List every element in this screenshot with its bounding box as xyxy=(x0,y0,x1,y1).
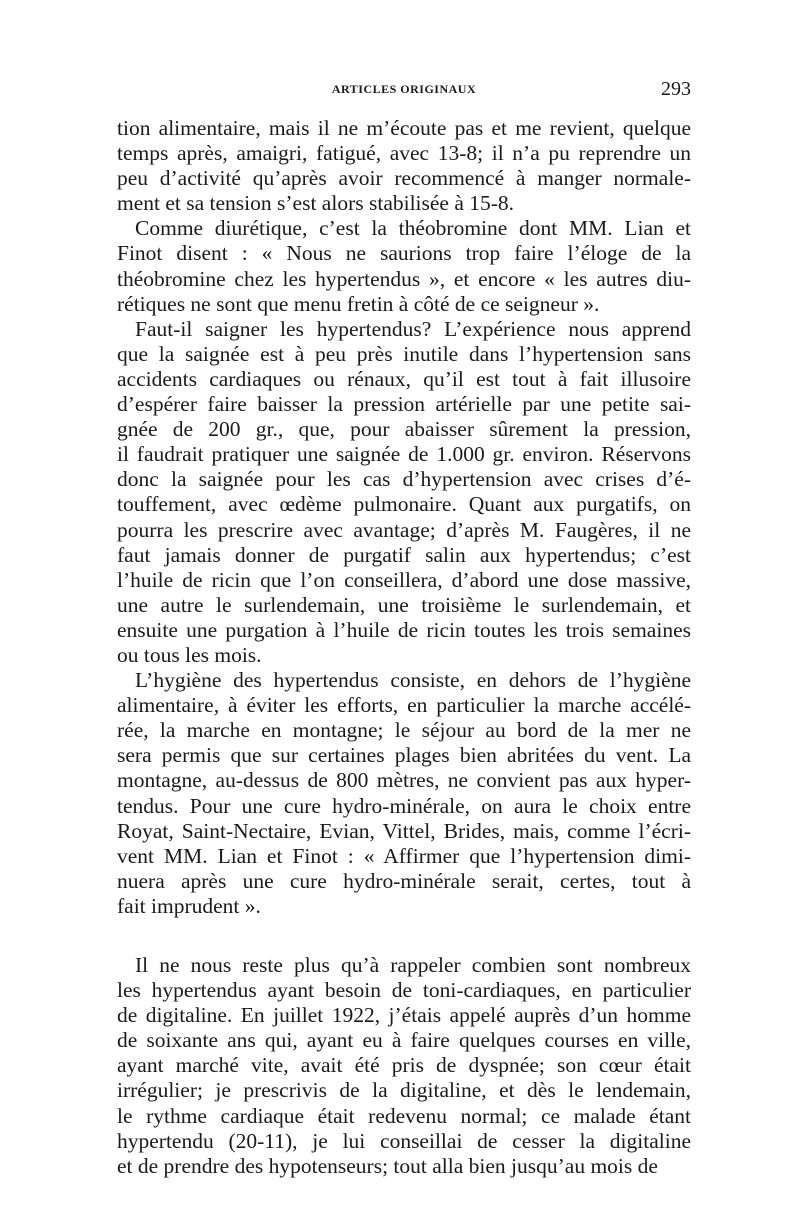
text-line: rétiques ne sont que menu fretin à côté de ce seigneur ». xyxy=(117,291,600,316)
text-line: tendus. Pour une cure hydro-minérale, on aura le choix entre xyxy=(117,793,691,818)
text-line: de digitaline. En juillet 1922, j’étais appelé auprès d’un homme xyxy=(117,1003,691,1028)
text-line: L’hygiène des hypertendus consiste, en dehors de l’hygiène xyxy=(135,668,691,693)
running-head xyxy=(117,78,691,100)
page-number: 293 xyxy=(661,78,691,100)
text-line: donc la saignée pour les cas d’hypertension avec crises d’é- xyxy=(117,467,691,492)
paragraph xyxy=(117,216,691,316)
text-line: nuera après une cure hydro-minérale serait, certes, tout à xyxy=(117,868,691,893)
text-line: temps après, amaigri, fatigué, avec 13-8; il n’a pu reprendre un xyxy=(117,141,691,166)
text-line: ensuite une purgation à l’huile de ricin toutes les trois semaines xyxy=(117,617,691,642)
text-line: Royat, Saint-Nectaire, Evian, Vittel, Brides, mais, comme l’écri- xyxy=(117,818,691,843)
paragraph xyxy=(117,116,691,216)
text-line: touffement, avec œdème pulmonaire. Quant aux purgatifs, on xyxy=(117,492,691,517)
text-line: ayant marché vite, avait été pris de dyspnée; son cœur était xyxy=(117,1053,691,1078)
text-line: Finot disent : « Nous ne saurions trop faire l’éloge de la xyxy=(117,241,691,266)
text-line: de soixante ans qui, ayant eu à faire quelques courses en ville, xyxy=(117,1028,691,1053)
text-line: sera permis que sur certaines plages bien abritées du vent. La xyxy=(117,743,691,768)
text-line: une autre le surlendemain, une troisième le surlendemain, et xyxy=(117,592,691,617)
text-line: les hypertendus ayant besoin de toni-cardiaques, en particulier xyxy=(117,978,691,1003)
text-line: peu d’activité qu’après avoir recommencé à manger normale- xyxy=(117,166,691,191)
text-line: le rythme cardiaque était redevenu normal; ce malade étant xyxy=(117,1103,691,1128)
section-gap xyxy=(117,919,691,953)
body-text xyxy=(117,116,691,1179)
text-line: gnée de 200 gr., que, pour abaisser sûrement la pression, xyxy=(117,417,691,442)
text-line: hypertendu (20-11), je lui conseillai de cesser la digitaline xyxy=(117,1128,691,1153)
text-line: l’huile de ricin que l’on conseillera, d’abord une dose massive, xyxy=(117,567,691,592)
text-line: vent MM. Lian et Finot : « Affirmer que l’hypertension dimi- xyxy=(117,843,691,868)
text-line: fait imprudent ». xyxy=(117,893,261,918)
text-line: alimentaire, à éviter les efforts, en particulier la marche accélé- xyxy=(117,693,691,718)
text-line: il faudrait pratiquer une saignée de 1.000 gr. environ. Réservons xyxy=(117,442,691,467)
text-line: faut jamais donner de purgatif salin aux hypertendus; c’est xyxy=(117,542,691,567)
text-line: théobromine chez les hypertendus », et encore « les autres diu- xyxy=(117,266,691,291)
text-line: irrégulier; je prescrivis de la digitaline, et dès le lendemain, xyxy=(117,1078,691,1103)
text-line: tion alimentaire, mais il ne m’écoute pas et me revient, quelque xyxy=(117,116,691,140)
text-line: et de prendre des hypotenseurs; tout alla bien jusqu’au mois de xyxy=(117,1153,658,1178)
paragraph xyxy=(117,668,691,919)
paragraph xyxy=(117,953,691,1179)
text-line: que la saignée est à peu près inutile dans l’hypertension sans xyxy=(117,341,691,366)
paragraph xyxy=(117,317,691,668)
text-line: ment et sa tension s’est alors stabilisée à 15-8. xyxy=(117,191,515,216)
text-line: d’espérer faire baisser la pression artérielle par une petite sai- xyxy=(117,392,691,417)
text-line: Il ne nous reste plus qu’à rappeler combien sont nombreux xyxy=(135,953,691,977)
running-title: ARTICLES ORIGINAUX xyxy=(331,82,477,96)
text-line: rée, la marche en montagne; le séjour au bord de la mer ne xyxy=(117,718,691,743)
text-line: accidents cardiaques ou rénaux, qu’il est tout à fait illusoire xyxy=(117,366,691,391)
text-line: montagne, au-dessus de 800 mètres, ne convient pas aux hyper- xyxy=(117,768,691,793)
text-line: pourra les prescrire avec avantage; d’après M. Faugères, il ne xyxy=(117,517,691,542)
text-line: ou tous les mois. xyxy=(117,642,262,667)
text-line: Comme diurétique, c’est la théobromine dont MM. Lian et xyxy=(135,216,691,241)
text-line: Faut-il saigner les hypertendus? L’expérience nous apprend xyxy=(135,316,691,341)
